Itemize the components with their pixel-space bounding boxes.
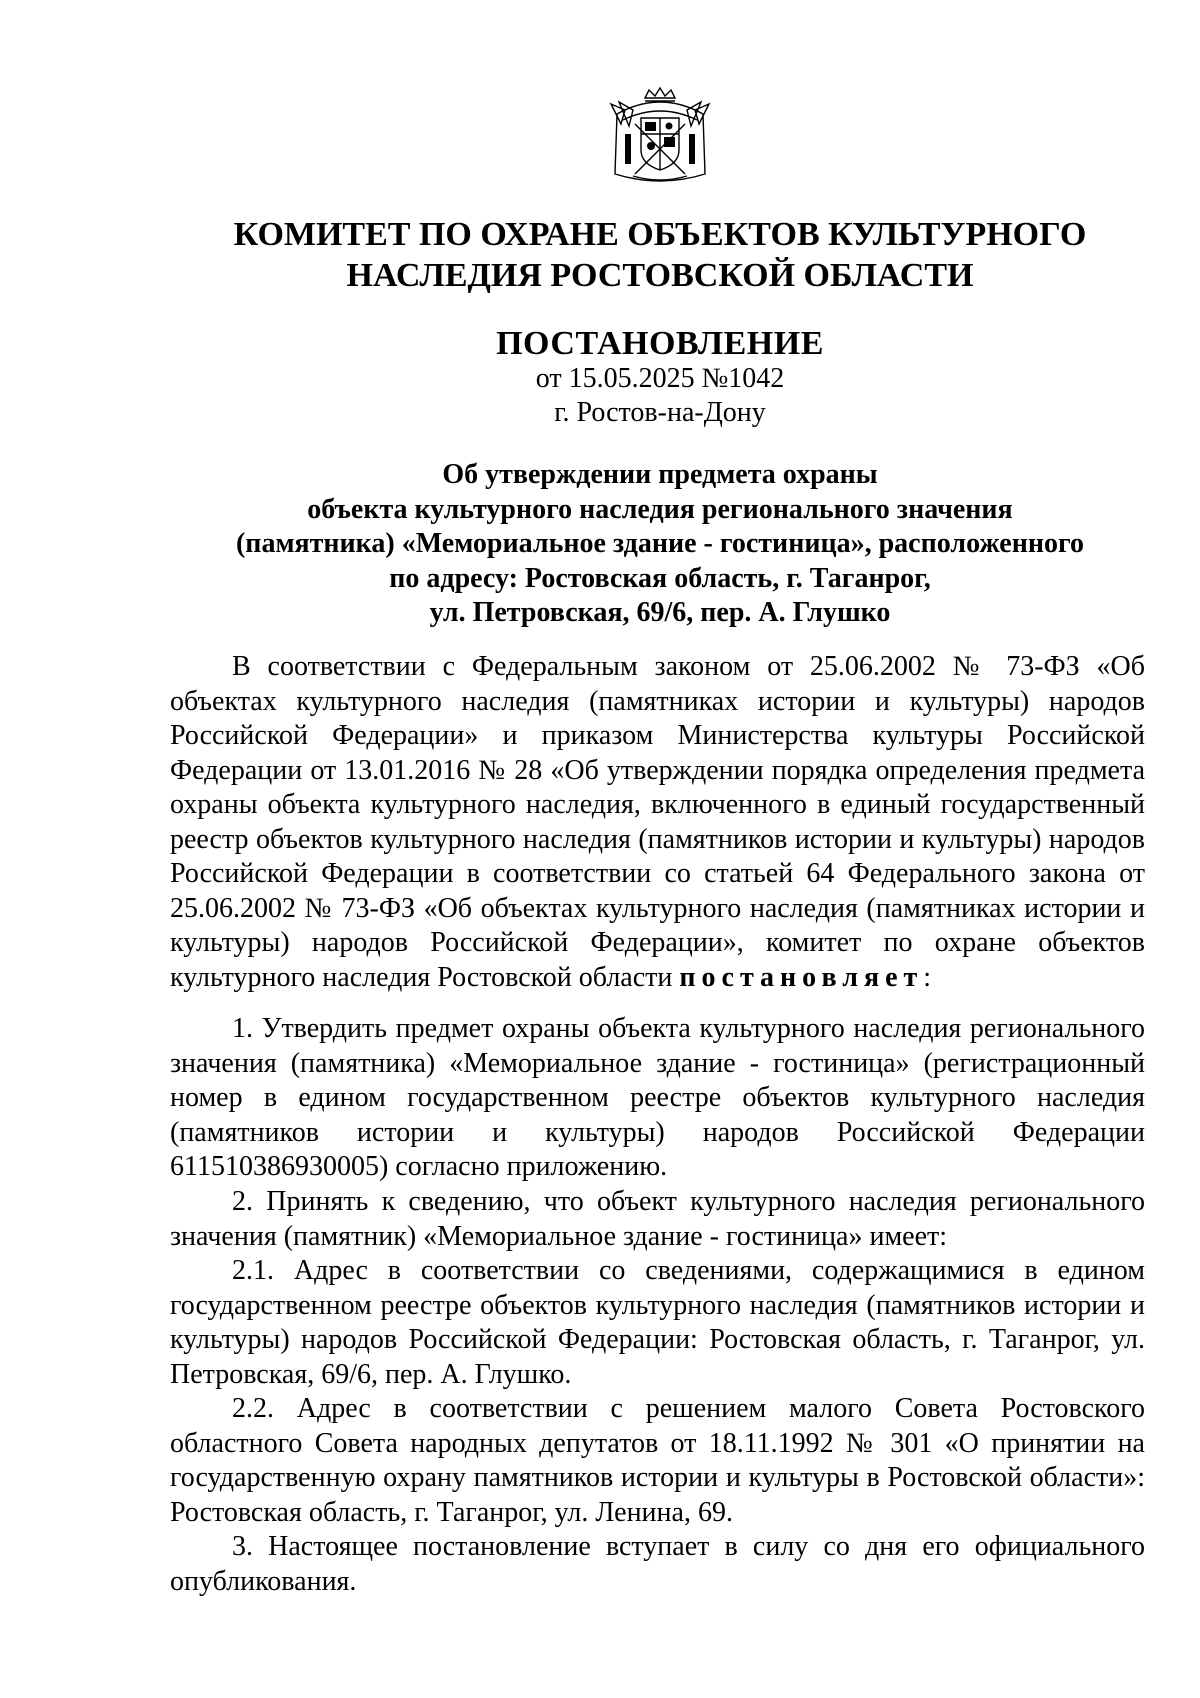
item-2-2-paragraph: 2.2. Адрес в соответствии с решением малого Совета Ростовского областного Совета народных депутатов от 18.11.1992 № 301 «О принятии на государственную охрану памятников истории и культуры в Ростовской области»: Ростовская область, г. Таганрог, ул. Ленина, 69. [170, 1393, 1145, 1528]
item-2-1-paragraph: 2.1. Адрес в соответствии со сведениями, содержащимися в едином государственном реестре объектов культурного наследия (памятников истории и культуры) народов Российской Федерации: Ростовская область, г. Таганрог, ул. Петровская, 69/6, пер. А. Глушко. [170, 1255, 1145, 1390]
preamble-text: В соответствии с Федеральным законом от 25.06.2002 № 73-ФЗ «Об объектах культурного наследия (памятниках истории и культуры) народов Российской Федерации» и приказом Министерства культуры Российской Федерации от 13.01.2016 № 28 «Об утверждении порядка определения предмета охраны объекта культурного наследия, включенного в единый государственный реестр объектов культурного наследия (памятников истории и культуры) народов Российской Федерации в соответствии со статьей 64 Федерального закона от 25.06.2002 № 73-ФЗ «Об объектах культурного наследия (памятниках истории и культуры) народов Российской Федерации», комитет по охране объектов культурного наследия Ростовской области [170, 651, 1145, 993]
organization-name-line1: КОМИТЕТ ПО ОХРАНЕ ОБЪЕКТОВ КУЛЬТУРНОГО [233, 216, 1087, 253]
item-1-paragraph: 1. Утвердить предмет охраны объекта культурного наследия регионального значения (памятника) «Мемориальное здание - гостиница» (регистрационный номер в едином государственном реестре объектов культурного наследия (памятников истории и культуры) народов Российской Федерации 611510386930005) согласно приложению. [170, 1013, 1145, 1182]
subject-line1: Об утверждении предмета охраны [442, 459, 878, 490]
decree-word: постановляет [679, 961, 924, 993]
preamble-paragraph [170, 650, 1145, 995]
preamble-tail: : [923, 961, 932, 993]
item-3-paragraph: 3. Настоящее постановление вступает в силу со дня его официального опубликования. [170, 1531, 1145, 1597]
rostov-oblast-coat-of-arms-icon [605, 84, 715, 190]
subject-line2: объекта культурного наследия регионального значения [307, 493, 1013, 525]
document-type: ПОСТАНОВЛЕНИЕ [496, 325, 824, 362]
subject-line5: ул. Петровская, 69/6, пер. А. Глушко [429, 597, 891, 628]
organization-name [170, 214, 1150, 296]
subject-line3: (памятника) «Мемориальное здание - гостиница», расположенного [235, 528, 1085, 559]
subject-line4: по адресу: Ростовская область, г. Таганрог, [389, 562, 931, 594]
document-subject [170, 458, 1150, 631]
document-city: г. Ростов-на-Дону [554, 397, 766, 428]
document-date-number: от 15.05.2025 №1042 [535, 363, 785, 394]
organization-name-line2: НАСЛЕДИЯ РОСТОВСКОЙ ОБЛАСТИ [346, 257, 974, 294]
item-2-paragraph: 2. Принять к сведению, что объект культурного наследия регионального значения (памятник) «Мемориальное здание - гостиница» имеет: [170, 1186, 1145, 1252]
